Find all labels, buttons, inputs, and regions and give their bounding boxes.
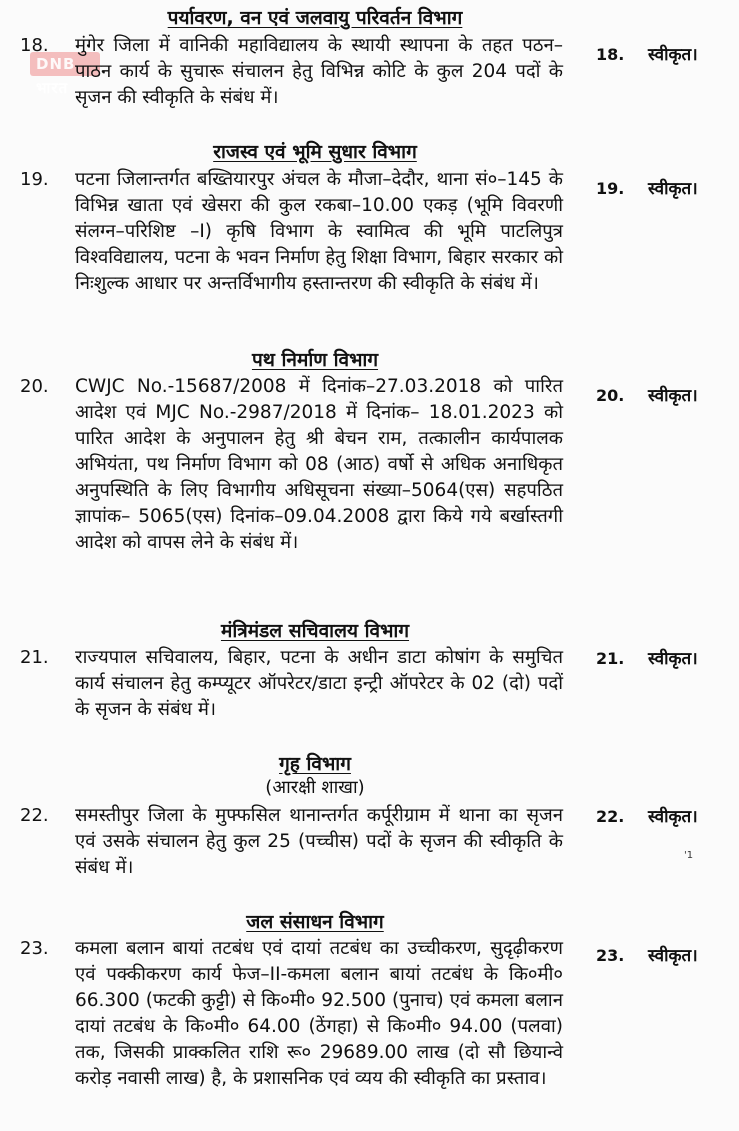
item-text-19: पटना जिलान्तर्गत बख्तियारपुर अंचल के मौजा–देदौर, थाना सं०–145 के विभिन्न खाता एवं खेसरा की कुल रकबा–10.00 एकड़ (भूमि विवरणी संलग्न–परिशिष्ट –I) कृषि विभाग के स्वामित्व की भूमि पाटलिपुत्र विश्वविद्यालय, पटना के भवन निर्माण हेतु शिक्षा विभाग, बिहार सरकार को निःशुल्क आधार पर अन्तर्विभागीय हस्तान्तरण की स्वीकृति के संबंध में। [75, 169, 563, 294]
section-heading-environment: पर्यावरण, वन एवं जलवायु परिवर्तन विभाग [167, 7, 463, 29]
status-20: स्वीकृत। [648, 386, 698, 406]
item-text-23: कमला बलान बायां तटबंध एवं दायां तटबंध का उच्चीकरण, सुदृढ़ीकरण एवं पक्कीकरण कार्य फेज–II-कमला बलान बायां तटबंध के कि०मी० 66.300 (फटकी कुट्टी) से कि०मी० 92.500 (पुनाच) एवं कमला बलान दायां तटबंध के कि०मी० 64.00 (ठेंगहा) से कि०मी० 94.00 (पलवा) तक, जिसकी प्राक्कलित राशि रू० 29689.00 लाख (दो सौ छियान्वे करोड़ नवासी लाख) है, के प्रशासनिक एवं व्यय की स्वीकृति का प्रस्ताव। [75, 938, 563, 1089]
section-heading-home: गृह विभाग [279, 753, 351, 775]
item-text-21: राज्यपाल सचिवालय, बिहार, पटना के अधीन डाटा कोषांग के समुचित कार्य संचालन हेतु कम्प्यूटर ऑपरेटर/डाटा इन्ट्री ऑपरेटर के 02 (दो) पदों के सृजन के संबंध में। [75, 647, 563, 720]
status-number-22: 22. [596, 807, 625, 826]
status-18: स्वीकृत। [648, 45, 698, 65]
section-heading-cabinet: मंत्रिमंडल सचिवालय विभाग [220, 620, 410, 642]
section-subheading-police: (आरक्षी शाखा) [265, 777, 365, 798]
section-heading-revenue: राजस्व एवं भूमि सुधार विभाग [213, 141, 417, 163]
status-number-18: 18. [596, 45, 625, 64]
section-heading-road: पथ निर्माण विभाग [251, 349, 379, 371]
item-number-22: 22. [20, 805, 49, 826]
status-number-23: 23. [596, 946, 625, 965]
status-22: स्वीकृत। [648, 807, 698, 827]
item-text-20: CWJC No.-15687/2008 में दिनांक–27.03.2018 को पारित आदेश एवं MJC No.-2987/2018 में दिनांक– 18.01.2023 को पारित आदेश के अनुपालन हेतु श्री बेचन राम, तत्कालीन कार्यपालक अभियंता, पथ निर्माण विभाग को 08 (आठ) वर्षो से अधिक अनाधिकृत अनुपस्थिति के लिए विभागीय अधिसूचना संख्या–5064(एस) सहपठित ज्ञापांक– 5065(एस) दिनांक–09.04.2008 द्वारा किये गये बर्खास्तगी आदेश को वापस लेने के संबंध में। [75, 376, 563, 553]
status-19: स्वीकृत। [648, 179, 698, 199]
watermark-logo: DNB भारत [30, 52, 100, 76]
margin-mark: ꞌ1 [684, 850, 694, 861]
item-number-21: 21. [20, 647, 49, 668]
status-number-21: 21. [596, 649, 625, 668]
item-number-18: 18. [20, 35, 49, 56]
item-number-23: 23. [20, 938, 49, 959]
status-23: स्वीकृत। [648, 946, 698, 966]
item-number-19: 19. [20, 169, 49, 190]
status-21: स्वीकृत। [648, 649, 698, 669]
status-number-19: 19. [596, 179, 625, 198]
item-number-20: 20. [20, 376, 49, 397]
status-number-20: 20. [596, 386, 625, 405]
item-text-18: मुंगेर जिला में वानिकी महाविद्यालय के स्थायी स्थापना के तहत पठन–पाठन कार्य के सुचारू संचालन हेतु विभिन्न कोटि के कुल 204 पदों के सृजन की स्वीकृति के संबंध में। [75, 35, 563, 108]
section-heading-water: जल संसाधन विभाग [246, 911, 384, 933]
item-text-22: समस्तीपुर जिला के मुफ्फसिल थानान्तर्गत कर्पूरीग्राम में थाना का सृजन एवं उसके संचालन हेतु कुल 25 (पच्चीस) पदों के सृजन की स्वीकृति के संबंध में। [75, 805, 563, 878]
